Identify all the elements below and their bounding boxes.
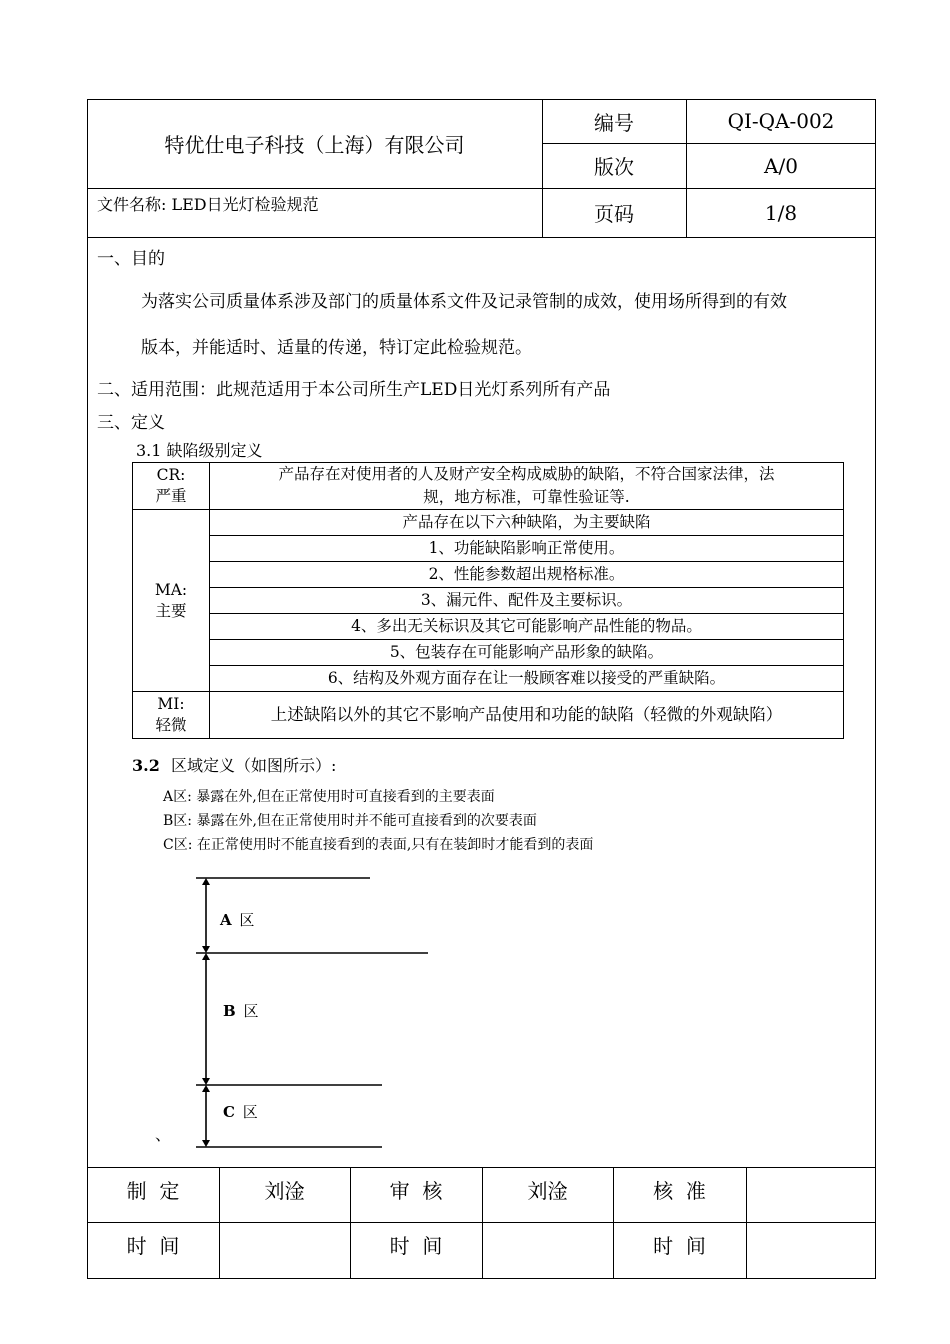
- table-row: [133, 463, 844, 510]
- ma-label: [133, 510, 210, 692]
- table-row: [133, 614, 844, 640]
- table-row: [133, 666, 844, 692]
- approved-by-label: 核 准: [653, 1178, 706, 1203]
- zone-b-description: B区: 暴露在外,但在正常使用时并不能可直接看到的次要表面: [163, 813, 537, 829]
- arrow-head: [202, 878, 210, 885]
- header-divider: [87, 237, 876, 238]
- arrow-head: [202, 1140, 210, 1147]
- defect-level-heading: 3.1 缺陷级别定义: [136, 441, 263, 460]
- zone-a-suffix: 区: [239, 911, 255, 929]
- mi-label-code: MI:: [157, 695, 185, 713]
- zone-c-letter: C: [223, 1103, 235, 1121]
- reviewed-by-label: 审 核: [389, 1178, 443, 1203]
- mi-description: 上述缺陷以外的其它不影响产品使用和功能的缺陷（轻微的外观缺陷）: [210, 692, 844, 739]
- ma-label-name: 主要: [155, 601, 187, 620]
- cr-label: [133, 463, 210, 510]
- table-row: [133, 536, 844, 562]
- zone-c-label: [223, 1101, 258, 1122]
- mi-label-name: 轻微: [155, 716, 187, 734]
- purpose-text-line: 版本，并能适时、适量的传递，特订定此检验规范。: [141, 338, 532, 358]
- scope-text: 二、适用范围：此规范适用于本公司所生产LED日光灯系列所有产品: [97, 380, 611, 400]
- approve-time-label: 时 间: [653, 1233, 706, 1258]
- purpose-text-line: 为落实公司质量体系涉及部门的质量体系文件及记录管制的成效，使用场所得到的有效: [141, 292, 787, 312]
- ma-row: 2、性能参数超出规格标准。: [210, 562, 844, 588]
- company-name: 特优仕电子科技（上海）有限公司: [164, 133, 465, 157]
- mi-label: [133, 692, 210, 739]
- table-row: [133, 588, 844, 614]
- file-name: 文件名称: LED日光灯检验规范: [97, 195, 319, 214]
- zone-b-suffix: 区: [243, 1002, 259, 1020]
- version-value: A/0: [764, 153, 798, 178]
- made-time-label: 时 间: [126, 1233, 180, 1258]
- zone-c-description: C区: 在正常使用时不能直接看到的表面,只有在装卸时才能看到的表面: [163, 837, 594, 853]
- review-time-label: 时 间: [389, 1233, 443, 1258]
- made-by-label: 制 定: [126, 1178, 180, 1203]
- ma-row: 1、功能缺陷影响正常使用。: [210, 536, 844, 562]
- ma-row: 5、包装存在可能影响产品形象的缺陷。: [210, 640, 844, 666]
- cr-label-name: 严重: [155, 487, 187, 505]
- version-label: 版次: [594, 155, 634, 179]
- page-label: 页码: [594, 202, 634, 226]
- ma-label-code: MA:: [154, 580, 188, 599]
- cr-description-line: 产品存在对使用者的人及财产安全构成威胁的缺陷，不符合国家法律，法: [278, 465, 775, 483]
- table-row: [133, 562, 844, 588]
- arrow-head: [202, 953, 210, 960]
- zone-a-description: A区: 暴露在外,但在正常使用时可直接看到的主要表面: [163, 789, 495, 805]
- zone-a-label: [220, 909, 254, 930]
- stray-mark: 、: [155, 1125, 172, 1144]
- cr-description-line: 规，地方标准，可靠性验证等.: [423, 488, 630, 506]
- zone-heading-number: 3.2: [132, 756, 160, 775]
- ma-row: 4、多出无关标识及其它可能影响产品性能的物品。: [210, 614, 844, 640]
- zone-b-label: [223, 1000, 258, 1021]
- doc-number-label: 编号: [594, 110, 634, 135]
- ma-row: 6、结构及外观方面存在让一般顾客难以接受的严重缺陷。: [210, 666, 844, 692]
- arrow-head: [202, 1078, 210, 1085]
- arrow-head: [202, 946, 210, 953]
- zone-a-letter: A: [220, 911, 232, 929]
- arrow-head: [202, 1085, 210, 1092]
- made-by-name: 刘淦: [264, 1178, 305, 1203]
- defect-level-table: [132, 462, 844, 739]
- zone-c-suffix: 区: [242, 1103, 258, 1121]
- table-row: [133, 510, 844, 536]
- reviewed-by-name: 刘淦: [527, 1178, 568, 1203]
- zone-heading-text: 区域定义（如图所示）:: [170, 756, 337, 775]
- table-row: [133, 692, 844, 739]
- zone-heading: [132, 753, 336, 776]
- page-value: 1/8: [764, 200, 798, 225]
- purpose-heading: 一、目的: [97, 249, 165, 269]
- cr-label-code: CR:: [156, 466, 186, 484]
- ma-row: 产品存在以下六种缺陷，为主要缺陷: [210, 510, 844, 536]
- definition-heading: 三、定义: [97, 413, 165, 433]
- zone-b-letter: B: [223, 1002, 236, 1020]
- zone-diagram: [150, 868, 450, 1158]
- table-row: [133, 640, 844, 666]
- ma-row: 3、漏元件、配件及主要标识。: [210, 588, 844, 614]
- approved-by-name: [746, 1167, 876, 1211]
- cr-description: [210, 463, 844, 510]
- doc-number-value: QI-QA-002: [727, 109, 835, 133]
